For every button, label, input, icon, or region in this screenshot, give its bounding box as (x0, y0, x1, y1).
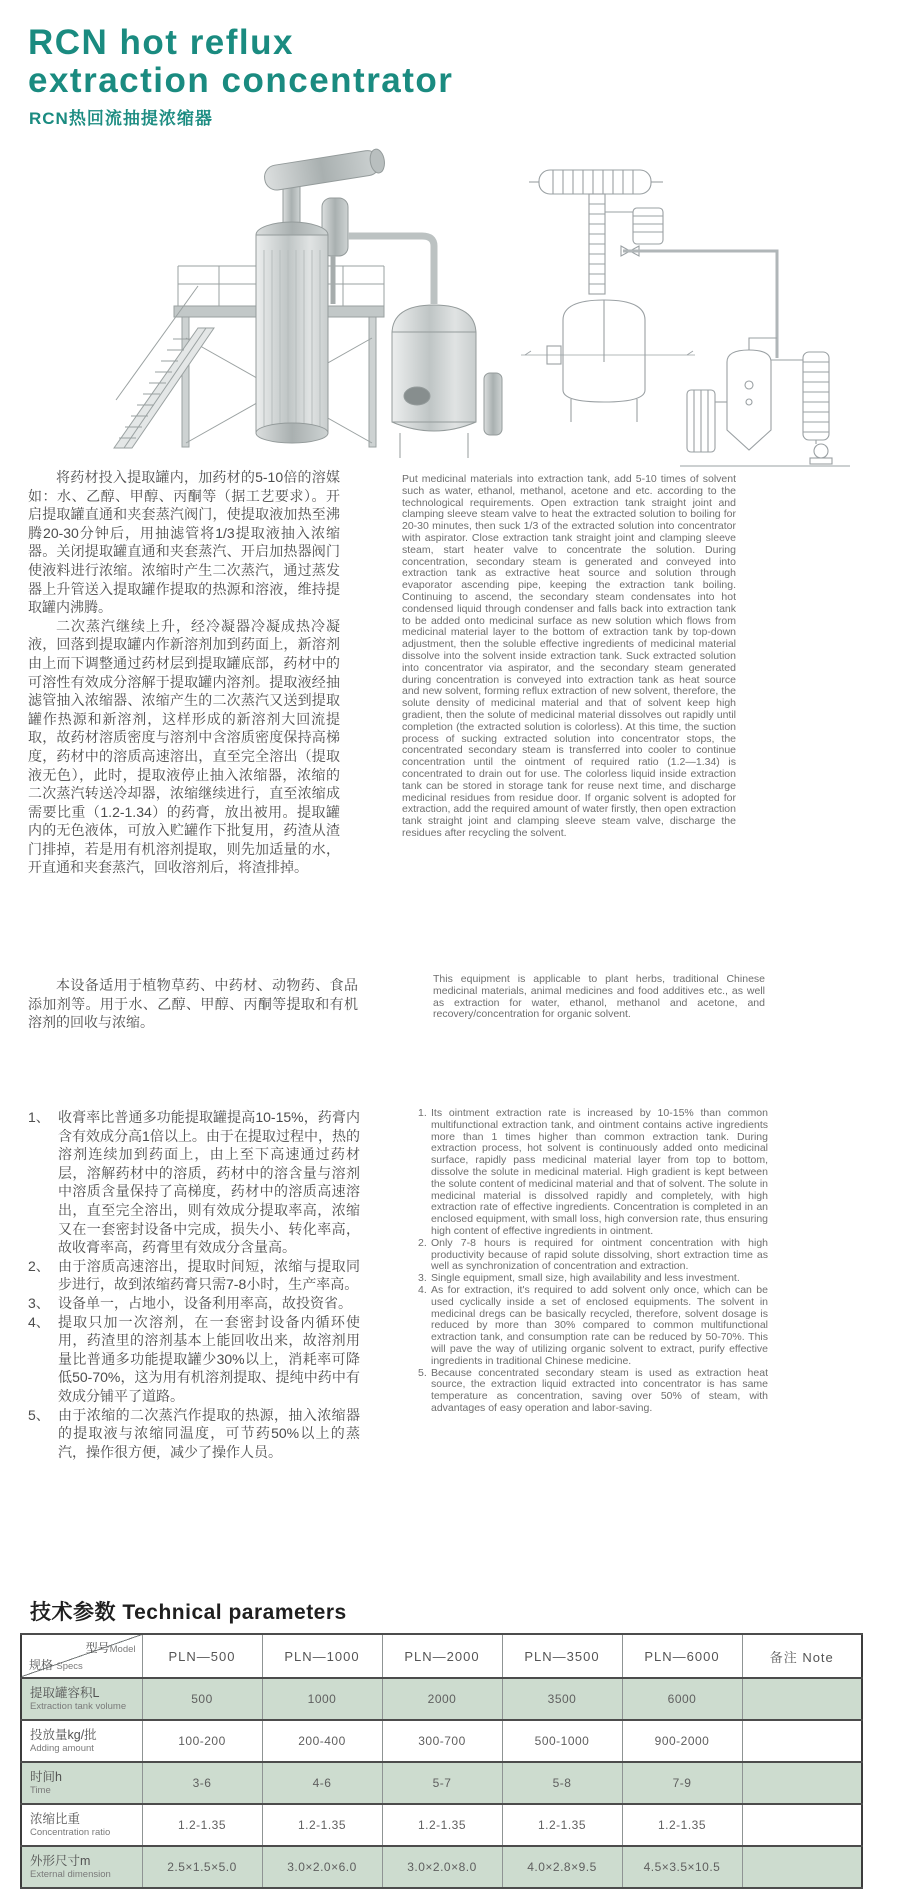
feature-text: Its ointment extraction rate is increased by 10-15% than common multifunctional extraction tank, and ointment contains active ingredients more than 1 times higher than common extraction tank. During extraction process, hot solvent is continuously added onto medicinal surface, rapidly pass medicinal material layer from top to bottom, dissolve the solute in medicinal material. High gradient is kept between the solute content of medicinal material and that of solvent. The solute in medicinal material is dissolved rapidly and completely, with high extraction rate of effective ingredients. Concentration is completed in an enclosed equipment, with small loss, high conversion rate, thus ensuring high content of effective ingredients in ointment. (431, 1107, 768, 1237)
scope-text-zh (28, 976, 358, 1032)
feature-item-zh-1 (28, 1108, 360, 1257)
model-header-cell: PLN—2000 (382, 1634, 502, 1678)
spec-value-cell: 3.0×2.0×6.0 (262, 1846, 382, 1888)
features-list-en (418, 1108, 768, 1415)
feature-text: 收膏率比普通多功能提取罐提高10-15%，药膏内含有效成分高1倍以上。由于在提取过程中，热的溶剂连续加到药面上，由上至下高速通过药材层，溶解药材中的溶质，药材中的溶含量与溶剂中溶质含量保持了高梯度，药材中的溶质高速溶出，直至完全溶出，则有效成分提取率高，浓缩又在一套密封设备中完成，损失小、转化率高，故收膏率高，药膏里有效成分含量高。 (58, 1109, 360, 1256)
feature-number: 1、 (28, 1109, 50, 1125)
feature-text: As for extraction, it's required to add solvent only once, which can be used cyclically inside a set of enclosed equipments. The solvent in medicinal dregs can be basically recycled, therefore, solvent dosage is reduced by more than 30% compared to common multifunctional extraction tank, and consumption rate can be reduced by 50-70%. This will pave the way of utilizing organic solvent to extract, purify effective ingredients in traditional Chinese medicine. (431, 1283, 768, 1367)
table-row-concentration-ratio (21, 1804, 862, 1846)
spec-value-cell: 900-2000 (622, 1720, 742, 1762)
feature-item-en-2 (418, 1238, 768, 1273)
note-cell (742, 1804, 862, 1846)
table-header-row (21, 1634, 862, 1678)
scope-text-en: This equipment is applicable to plant herbs, traditional Chinese medicinal materials, animal medicines and food additives etc., as well as extraction for water, ethanol, methanol and acetone, and recovery/concentration for organic solvent. (433, 973, 765, 1021)
feature-number: 2. (418, 1236, 427, 1249)
corner-specs-label: 规格 Specs (29, 1658, 83, 1672)
page-title (28, 24, 453, 100)
note-cell (742, 1762, 862, 1804)
spec-value-cell: 2.5×1.5×5.0 (142, 1846, 262, 1888)
intro-paragraph-zh-1: 将药材投入提取罐内，加药材的5-10倍的溶媒如：水、乙醇、甲醇、丙酮等（据工艺要求）。开启提取罐直通和夹套蒸汽阀门，使提取液加热至沸腾20-30分钟后，用抽滤管将1/3提取液抽入浓缩器。关闭提取罐直通和夹套蒸汽、开启加热器阀门使液料进行浓缩。浓缩时产生二次蒸汽，通过蒸发器上升管送入提取罐作提取的热源和溶液，维持提取罐内沸腾。 (28, 469, 340, 616)
technical-parameters-table (20, 1633, 863, 1889)
spec-label-cell: 浓缩比重 Concentration ratio (21, 1804, 142, 1846)
model-header-cell: PLN—1000 (262, 1634, 382, 1678)
feature-text: 由于浓缩的二次蒸汽作提取的热源，抽入浓缩器的提取液与浓缩同温度，可节药50%以上的蒸汽，操作很方便，减少了操作人员。 (58, 1406, 360, 1460)
spec-value-cell: 3-6 (142, 1762, 262, 1804)
spec-value-cell: 300-700 (382, 1720, 502, 1762)
equipment-photo (86, 138, 506, 460)
corner-model-label: 型号Model (85, 1641, 136, 1655)
spec-value-cell: 4.0×2.8×9.5 (502, 1846, 622, 1888)
table-row-adding-amount (21, 1720, 862, 1762)
feature-text: Because concentrated secondary steam is used as extraction heat source, the extraction liquid extracted into concentrator is has same temperature as concentration, saving over 50% of steam, with advantages of easy operation and labor-saving. (431, 1366, 768, 1414)
intro-paragraph-zh-2: 二次蒸汽继续上升，经冷凝器冷凝成热冷凝液，回落到提取罐内作新溶剂加到药面上，新溶剂由上而下调整通过药材层到提取罐底部，药材中的可溶性有效成分溶解于提取罐内溶剂。提取液经抽滤管抽入浓缩器、浓缩产生的二次蒸汽又送到提取罐作热源和新溶剂，这样形成的新溶剂大回流提取，故药材溶质密度与溶剂中含溶质密度保持高梯度，药材中的溶质高速溶出，直至完全溶出（提取液无色），此时，提取液停止抽入浓缩器，浓缩的二次蒸汽转送冷却器，浓缩继续进行，直至浓缩成需要比重（1.2-1.34）的药膏，放出被用。提取罐内的无色液体，可放入贮罐作下批复用，药渣从渣门排掉，若是用有机溶剂提取，则先加适量的水，开直通和夹套蒸汽，回收溶剂后，将渣排掉。 (28, 617, 340, 876)
page-title-line1: RCN hot reflux (28, 23, 294, 62)
spec-value-cell: 4.5×3.5×10.5 (622, 1846, 742, 1888)
page-title-line2: extraction concentrator (28, 61, 454, 100)
spec-value-cell: 3500 (502, 1678, 622, 1720)
spec-value-cell: 1.2-1.35 (622, 1804, 742, 1846)
spec-label-cell: 投放量kg/批 Adding amount (21, 1720, 142, 1762)
spec-value-cell: 5-8 (502, 1762, 622, 1804)
note-header-cell: 备注 Note (742, 1634, 862, 1678)
technical-parameters-heading: 技术参数 Technical parameters (30, 1601, 347, 1624)
scope-paragraph-zh: 本设备适用于植物草药、中药材、动物药、食品添加剂等。用于水、乙醇、甲醇、丙酮等提取和有机溶剂的回收与浓缩。 (28, 977, 358, 1031)
note-cell (742, 1720, 862, 1762)
spec-value-cell: 1.2-1.35 (262, 1804, 382, 1846)
product-name-chinese: RCN热回流抽提浓缩器 (29, 109, 213, 128)
spec-value-cell: 5-7 (382, 1762, 502, 1804)
spec-value-cell: 3.0×2.0×8.0 (382, 1846, 502, 1888)
feature-item-en-5 (418, 1368, 768, 1415)
feature-text: Single equipment, small size, high availability and less investment. (431, 1272, 740, 1285)
feature-number: 5. (418, 1366, 427, 1379)
feature-text: 设备单一，占地小，设备利用率高，故投资省。 (58, 1294, 352, 1311)
spec-value-cell: 4-6 (262, 1762, 382, 1804)
spec-value-cell: 200-400 (262, 1720, 382, 1762)
spec-value-cell: 100-200 (142, 1720, 262, 1762)
spec-value-cell: 1.2-1.35 (142, 1804, 262, 1846)
feature-number: 3. (418, 1272, 427, 1285)
spec-value-cell: 1.2-1.35 (382, 1804, 502, 1846)
model-header-cell: PLN—500 (142, 1634, 262, 1678)
feature-item-zh-3 (28, 1294, 360, 1313)
spec-label-cell: 提取罐容积L Extraction tank volume (21, 1678, 142, 1720)
feature-item-zh-5 (28, 1406, 360, 1462)
corner-cell (21, 1634, 142, 1678)
spec-value-cell: 500-1000 (502, 1720, 622, 1762)
spec-value-cell: 6000 (622, 1678, 742, 1720)
features-list-zh (28, 1108, 360, 1461)
feature-number: 5、 (28, 1406, 50, 1423)
spec-label-cell: 时间h Time (21, 1762, 142, 1804)
spec-value-cell: 2000 (382, 1678, 502, 1720)
intro-text-en: Put medicinal materials into extraction tank, add 5-10 times of solvent such as water, ethanol, methanol, acetone and etc. according to the technological requirements. Open extraction tank straight joint and clamping sleeve steam valve to heat the extracted solution to boiling for 20-30 minutes, then suck 1/3 of the extracted solution into concentrator with aspirator. Close extraction tank straight joint and clamping sleeve steam, start heater valve to concentrate the solution. During concentration, secondary steam is generated and conveyed into extraction tank as extractive heat source and solution through evaporator ascending pipe, keeping the extraction tank boiling. Continuing to ascend, the secondary steam condensates into hot condensed liquid through condenser and falls back into extraction tank to be added onto medicinal surface as new solution which flows from medicinal material layer to the bottom of extraction tank by top-down adjustment, then the soluble effective ingredients of medicinal material dissolve into the solvent inside extraction tank. Suck extracted solution into concentrator via aspirator, and the secondary steam generated during concentration is conveyed into extraction tank as heat source and new solvent, forming reflux extraction of new solvent, therefore, the solute density of medicinal material and that of solvent keep high gradient, then the solute of medicinal material dissolves out rapidly until completion (the extracted solution is colorless). At this time, the suction process of sucking extracted solution into concentrator stops, the concentrated secondary steam is transferred into cooler to continue concentration until the ointment of required ratio (1.2—1.34) is concentrated to drain out for use. The colorless liquid inside extraction tank can be stored in storage tank for reuse next time, and discharge medicinal residues from residue door. If organic solvent is adopted for extraction, add the required amount of water firstly, then open extraction tank straight joint and clamping sleeve steam valve, discharge the residues after recycling the solvent. (402, 473, 736, 839)
process-diagram (505, 150, 870, 472)
spec-value-cell: 7-9 (622, 1762, 742, 1804)
spec-value-cell: 1000 (262, 1678, 382, 1720)
spec-label-cell: 外形尺寸m External dimension (21, 1846, 142, 1888)
note-cell (742, 1678, 862, 1720)
model-header-cell: PLN—6000 (622, 1634, 742, 1678)
feature-item-en-1 (418, 1108, 768, 1238)
feature-number: 3、 (28, 1294, 50, 1311)
table-row-external-dimension (21, 1846, 862, 1888)
spec-value-cell: 500 (142, 1678, 262, 1720)
feature-text: 由于溶质高速溶出，提取时间短，浓缩与提取同步进行，故到浓缩药膏只需7-8小时，生产率高。 (58, 1257, 360, 1293)
table-row-time (21, 1762, 862, 1804)
feature-item-zh-2 (28, 1257, 360, 1294)
feature-item-en-4 (418, 1285, 768, 1368)
model-header-cell: PLN—3500 (502, 1634, 622, 1678)
intro-text-zh (28, 468, 340, 877)
feature-number: 4、 (28, 1313, 50, 1330)
table-row-extraction-tank-volume (21, 1678, 862, 1720)
feature-text: 提取只加一次溶剂，在一套密封设备内循环使用，药渣里的溶剂基本上能回收出来，故溶剂用量比普通多功能提取罐少30%以上，消耗率可降低50-70%，这为用有机溶剂提取、提纯中药中有效成分铺平了道路。 (58, 1313, 360, 1404)
feature-number: 4. (418, 1283, 427, 1296)
note-cell (742, 1846, 862, 1888)
spec-value-cell: 1.2-1.35 (502, 1804, 622, 1846)
feature-number: 1. (418, 1107, 427, 1119)
feature-number: 2、 (28, 1257, 50, 1274)
feature-text: Only 7-8 hours is required for ointment concentration with high productivity because of rapid solute dissolving, short extraction time as well as synchronization of concentration and extraction. (431, 1236, 768, 1273)
feature-item-zh-4 (28, 1313, 360, 1406)
